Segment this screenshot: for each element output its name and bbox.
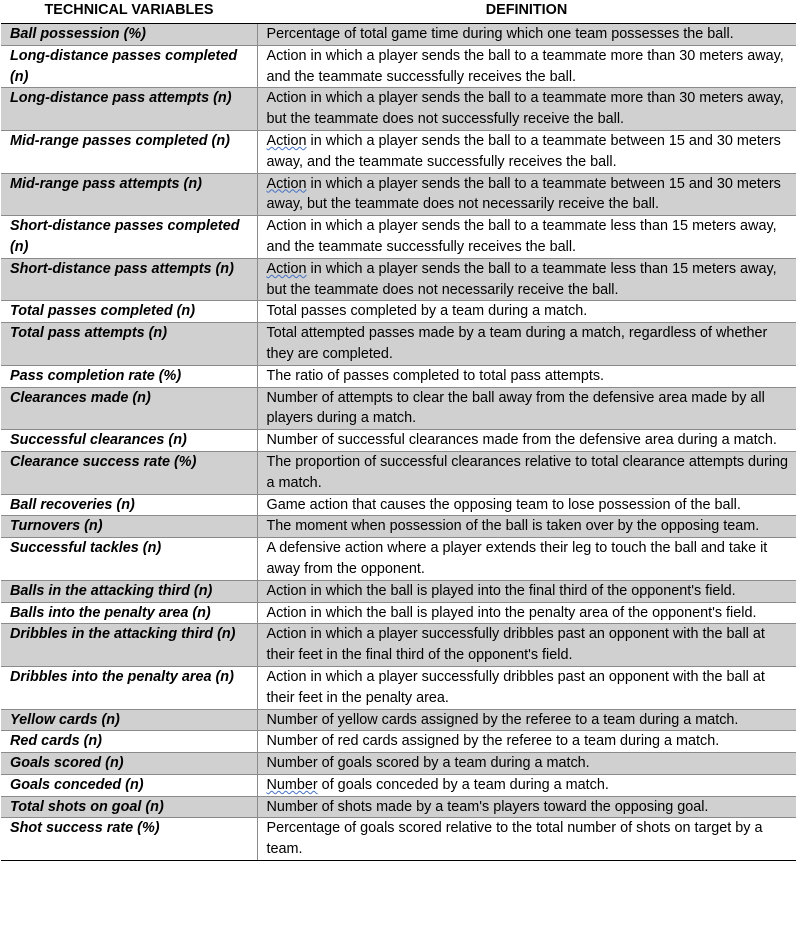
definition-text: Total attempted passes made by a team during a match, regardless of whether they are completed. [266, 325, 768, 362]
definition-cell [257, 818, 796, 861]
variable-cell: Clearance success rate (%) [1, 451, 257, 494]
definition-text: A defensive action where a player extends their leg to touch the ball and take it away from the opponent. [266, 540, 768, 577]
table-row [1, 580, 796, 602]
table-row [1, 516, 796, 538]
definition-text: Percentage of goals scored relative to the total number of shots on target by a team. [266, 820, 763, 858]
table-row [1, 666, 796, 709]
variable-cell: Clearances made (n) [1, 387, 257, 430]
variable-cell: Total passes completed (n) [1, 301, 257, 323]
definition-cell [257, 666, 796, 709]
table-row [1, 731, 796, 753]
variable-cell: Long-distance passes completed (n) [1, 45, 257, 88]
definition-cell [257, 301, 796, 323]
definition-text: The proportion of successful clearances relative to total clearance attempts during a match. [266, 453, 789, 491]
variable-cell: Balls in the attacking third (n) [1, 580, 257, 602]
definition-cell [257, 216, 796, 259]
table-body [1, 24, 796, 861]
variable-cell: Goals scored (n) [1, 753, 257, 775]
spellcheck-word: Number [266, 776, 318, 793]
variable-cell: Ball possession (%) [1, 24, 257, 46]
table-row [1, 258, 796, 301]
table-row [1, 24, 796, 46]
definition-cell [257, 709, 796, 731]
definition-cell [257, 580, 796, 602]
table-row [1, 130, 796, 173]
definition-text: Game action that causes the opposing team to lose possession of the ball. [266, 496, 741, 513]
variable-cell: Ball recoveries (n) [1, 494, 257, 516]
definition-cell [257, 624, 796, 667]
definition-text: Number of red cards assigned by the referee to a team during a match. [266, 733, 720, 750]
spellcheck-word: Action [266, 175, 307, 192]
definition-cell [257, 602, 796, 624]
definition-cell [257, 323, 796, 366]
variable-cell: Short-distance passes completed (n) [1, 216, 257, 259]
variable-cell: Dribbles into the penalty area (n) [1, 666, 257, 709]
technical-variables-table [1, 0, 796, 861]
table-row [1, 216, 796, 259]
definition-text: in which a player sends the ball to a teammate less than 15 meters away, but the teammate does not necessarily receive the ball. [266, 260, 777, 298]
variable-cell: Dribbles in the attacking third (n) [1, 624, 257, 667]
header-definition: DEFINITION [257, 0, 796, 24]
definition-cell [257, 451, 796, 494]
variable-cell: Shot success rate (%) [1, 818, 257, 861]
definition-text: Action in which a player sends the ball to a teammate less than 15 meters away, and the teammate successfully receives the ball. [266, 218, 777, 255]
definition-cell [257, 130, 796, 173]
table-row [1, 494, 796, 516]
definition-text: Action in which a player sends the ball to a teammate more than 30 meters away, and the teammate successfully receives the ball. [266, 47, 784, 85]
spellcheck-word: Action [266, 260, 307, 277]
table-row [1, 624, 796, 667]
definition-cell [257, 24, 796, 46]
definition-text: The ratio of passes completed to total pass attempts. [266, 367, 605, 384]
table-row [1, 796, 796, 818]
definition-cell [257, 430, 796, 452]
definition-cell [257, 494, 796, 516]
definition-cell [257, 45, 796, 88]
table-row [1, 451, 796, 494]
variable-cell: Total pass attempts (n) [1, 323, 257, 366]
definition-text: Number of yellow cards assigned by the referee to a team during a match. [266, 711, 739, 728]
header-technical-variables: TECHNICAL VARIABLES [1, 0, 257, 24]
variable-cell: Mid-range pass attempts (n) [1, 173, 257, 216]
table-row [1, 365, 796, 387]
definition-text: Action in which a player successfully dribbles past an opponent with the ball at their feet in the penalty area. [266, 668, 765, 706]
definition-text: of goals conceded by a team during a match. [317, 776, 609, 793]
header-row [1, 0, 796, 24]
definition-cell [257, 258, 796, 301]
definition-cell [257, 731, 796, 753]
variable-cell: Mid-range passes completed (n) [1, 130, 257, 173]
definition-text: Number of goals scored by a team during a match. [266, 755, 590, 772]
definition-text: in which a player sends the ball to a teammate between 15 and 30 meters away, but the teammate does not necessarily receive the ball. [266, 175, 781, 213]
table-row [1, 753, 796, 775]
variable-cell: Pass completion rate (%) [1, 365, 257, 387]
definition-text: Action in which a player successfully dribbles past an opponent with the ball at their feet in the final third of the opponent's field. [266, 626, 765, 664]
definition-cell [257, 538, 796, 581]
table-row [1, 88, 796, 131]
variable-cell: Successful tackles (n) [1, 538, 257, 581]
variable-cell: Red cards (n) [1, 731, 257, 753]
variable-cell: Long-distance pass attempts (n) [1, 88, 257, 131]
variable-cell: Successful clearances (n) [1, 430, 257, 452]
table-row [1, 430, 796, 452]
definition-cell [257, 753, 796, 775]
table-row [1, 602, 796, 624]
variable-cell: Short-distance pass attempts (n) [1, 258, 257, 301]
table-row [1, 818, 796, 861]
definition-text: Number of successful clearances made from the defensive area during a match. [266, 432, 777, 449]
definition-text: Action in which the ball is played into the final third of the opponent's field. [266, 582, 736, 599]
definition-text: Number of shots made by a team's players toward the opposing goal. [266, 798, 709, 815]
table-row [1, 173, 796, 216]
definition-cell [257, 516, 796, 538]
definition-cell [257, 796, 796, 818]
definition-text: Total passes completed by a team during a match. [266, 303, 588, 320]
definition-text: Action in which a player sends the ball to a teammate more than 30 meters away, but the teammate does not successfully receive the ball. [266, 90, 784, 128]
definition-cell [257, 88, 796, 131]
definition-cell [257, 774, 796, 796]
table-row [1, 774, 796, 796]
table-row [1, 538, 796, 581]
definition-cell [257, 365, 796, 387]
definition-cell [257, 173, 796, 216]
variable-cell: Turnovers (n) [1, 516, 257, 538]
table-row [1, 301, 796, 323]
definition-text: Action in which the ball is played into the penalty area of the opponent's field. [266, 604, 757, 621]
definition-text: in which a player sends the ball to a teammate between 15 and 30 meters away, and the teammate successfully receives the ball. [266, 132, 781, 170]
variable-cell: Goals conceded (n) [1, 774, 257, 796]
variable-cell: Yellow cards (n) [1, 709, 257, 731]
table-row [1, 387, 796, 430]
definition-text: Percentage of total game time during which one team possesses the ball. [266, 26, 734, 42]
definition-cell [257, 387, 796, 430]
table-row [1, 709, 796, 731]
definition-text: Number of attempts to clear the ball away from the defensive area made by all players during a match. [266, 389, 765, 427]
table-row [1, 45, 796, 88]
table-row [1, 323, 796, 366]
spellcheck-word: Action [266, 132, 307, 149]
variable-cell: Balls into the penalty area (n) [1, 602, 257, 624]
variable-cell: Total shots on goal (n) [1, 796, 257, 818]
definition-text: The moment when possession of the ball is taken over by the opposing team. [266, 518, 760, 535]
